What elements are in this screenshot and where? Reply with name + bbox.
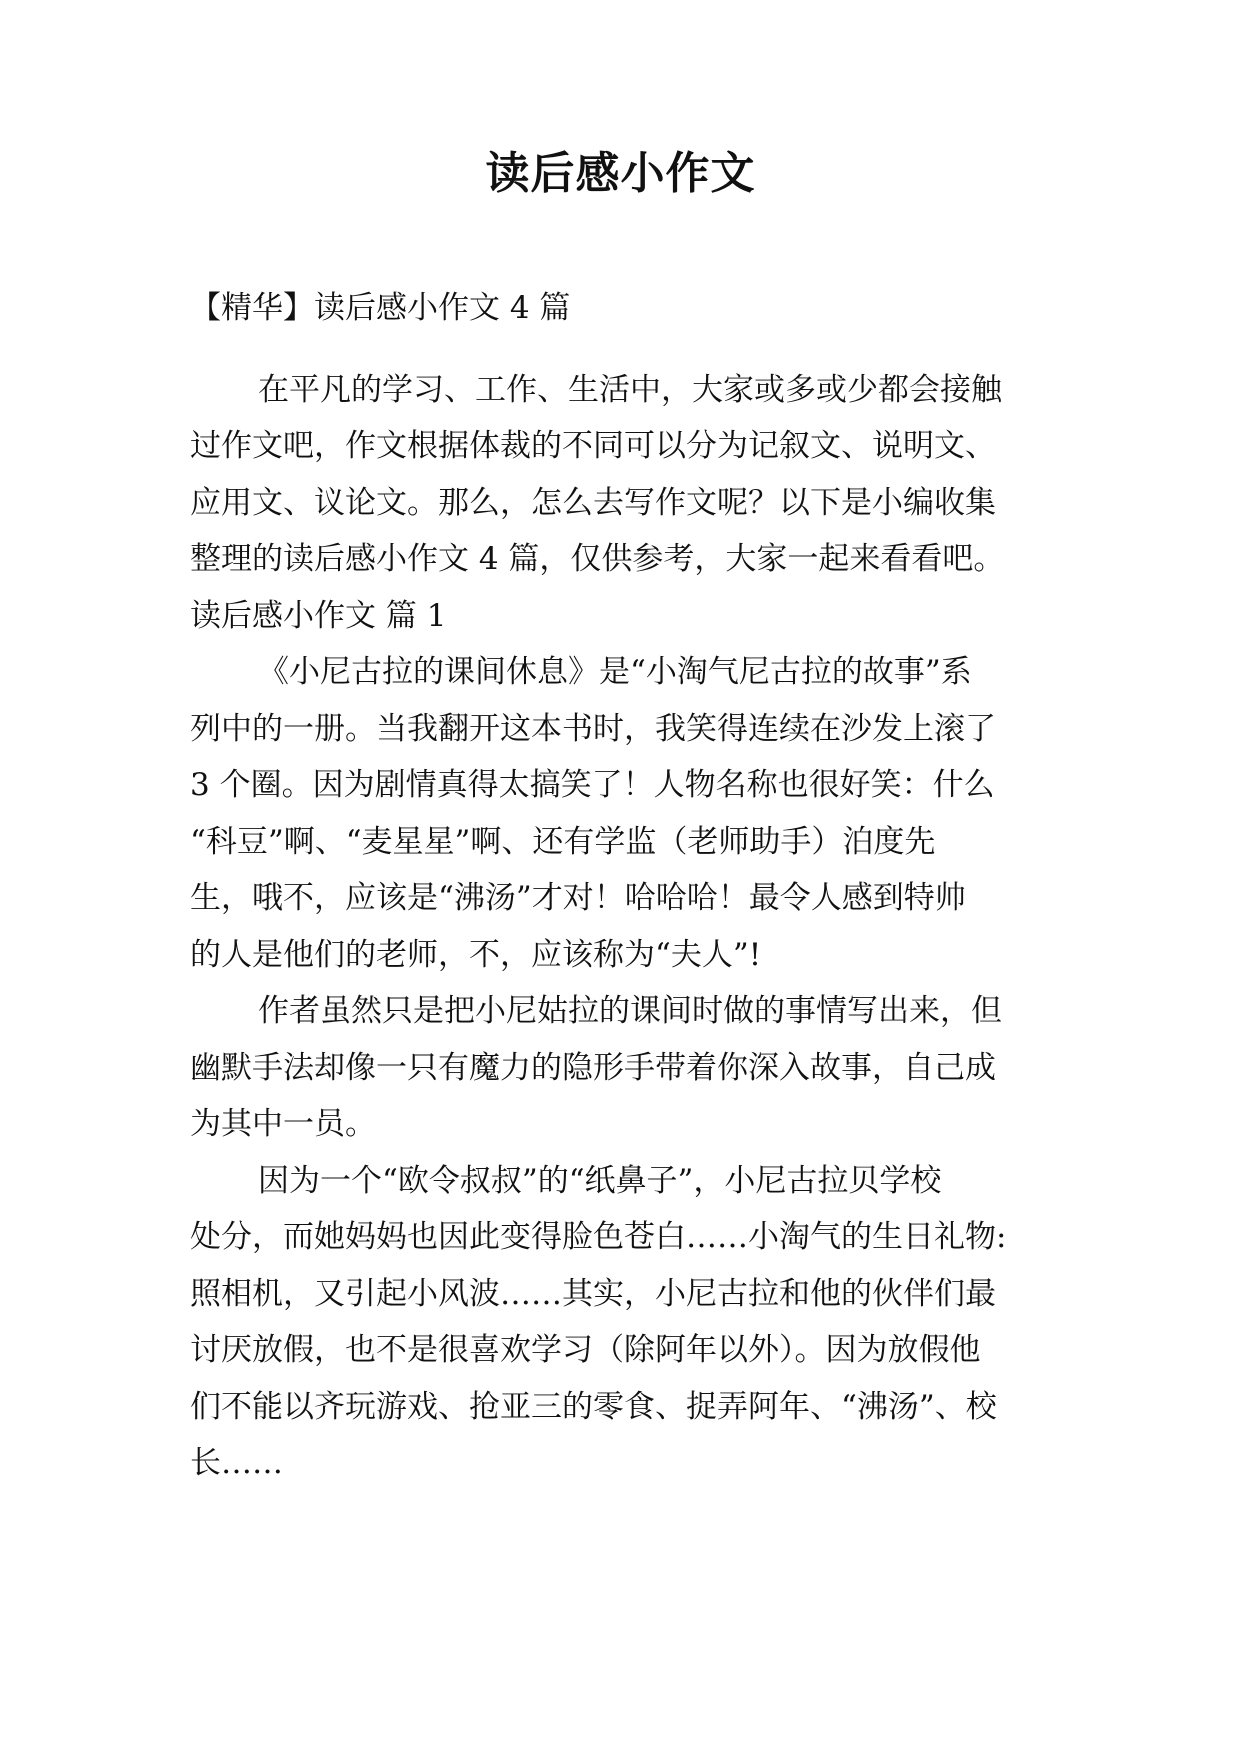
paragraph-line: 照相机，又引起小风波……其实，小尼古拉和他的伙伴们最 (190, 1276, 996, 1312)
section-heading: 读后感小作文 篇 1 (190, 598, 447, 634)
paragraph-line: 《小尼古拉的课间休息》是“小淘气尼古拉的故事”系 (258, 654, 972, 690)
document-title: 读后感小作文 (485, 148, 756, 199)
paragraph-line: 3 个圈。因为剧情真得太搞笑了！人物名称也很好笑：什么 (190, 767, 995, 803)
paragraph-line: 们不能以齐玩游戏、抢亚三的零食、捉弄阿年、“沸汤”、校 (190, 1389, 997, 1425)
paragraph-line: 应用文、议论文。那么，怎么去写作文呢？以下是小编收集 (190, 485, 996, 521)
document-subtitle: 【精华】读后感小作文 4 篇 (190, 290, 571, 326)
paragraph-line: 整理的读后感小作文 4 篇，仅供参考，大家一起来看看吧。 (190, 541, 1005, 577)
paragraph-line: 因为一个“欧令叔叔”的“纸鼻子”，小尼古拉贝学校 (258, 1163, 942, 1199)
paragraph-line: 长…… (190, 1445, 283, 1481)
paragraph-line: 的人是他们的老师，不，应该称为“夫人”! (190, 937, 762, 973)
paragraph-line: 在平凡的学习、工作、生活中，大家或多或少都会接触 (258, 372, 1002, 408)
paragraph-line: “科豆”啊、“麦星星”啊、还有学监（老师助手）泊度先 (190, 824, 936, 860)
paragraph-line: 生，哦不，应该是“沸汤”才对！哈哈哈！最令人感到特帅 (190, 880, 966, 916)
paragraph-line: 列中的一册。当我翻开这本书时，我笑得连续在沙发上滚了 (190, 711, 996, 747)
paragraph-line: 讨厌放假，也不是很喜欢学习（除阿年以外）。因为放假他 (190, 1332, 981, 1368)
paragraph-line: 过作文吧，作文根据体裁的不同可以分为记叙文、说明文、 (190, 428, 996, 464)
paragraph-line: 作者虽然只是把小尼姑拉的课间时做的事情写出来，但 (258, 993, 1002, 1029)
paragraph-line: 处分，而她妈妈也因此变得脸色苍白……小淘气的生日礼物: (190, 1219, 1007, 1255)
paragraph-line: 幽默手法却像一只有魔力的隐形手带着你深入故事，自己成 (190, 1050, 996, 1086)
paragraph-line: 为其中一员。 (190, 1106, 376, 1142)
